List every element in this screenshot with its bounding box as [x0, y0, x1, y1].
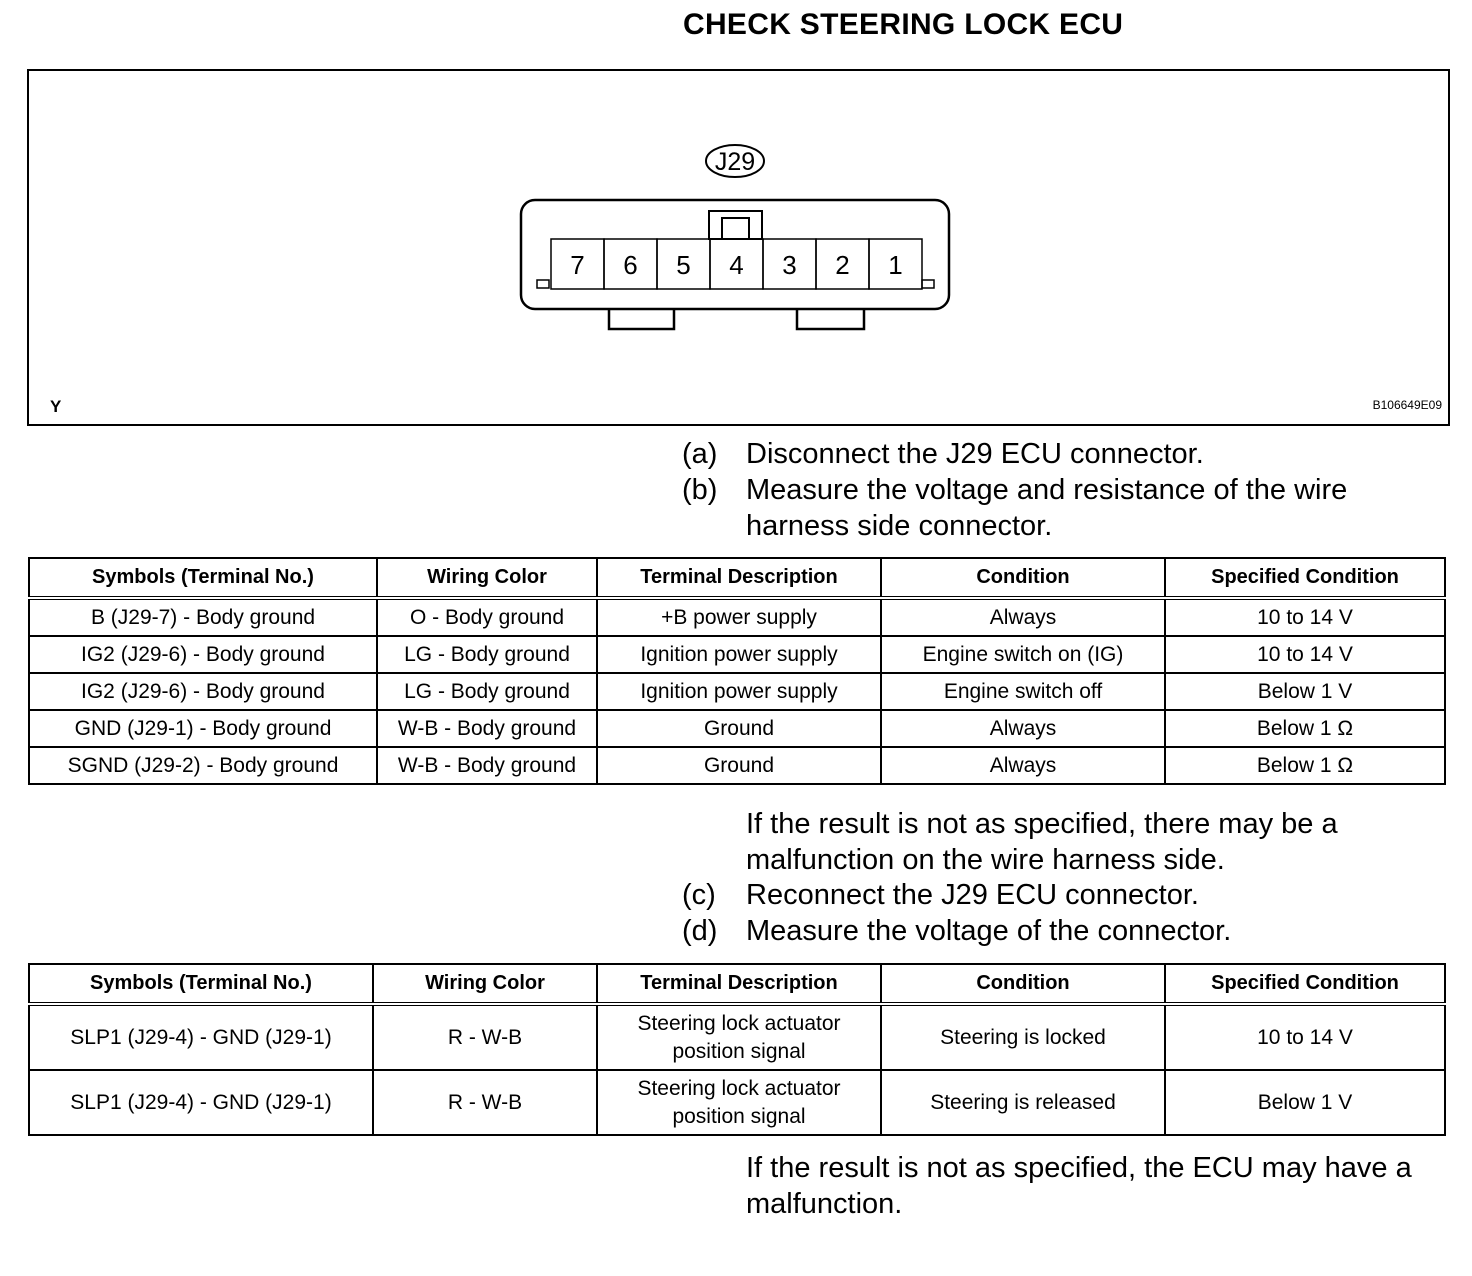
- connector-tab-left: [609, 309, 674, 329]
- terminal-row: [551, 239, 922, 289]
- col-header-terminal-description: Terminal Description: [597, 558, 881, 598]
- terminal-number: 3: [782, 250, 797, 280]
- cell-wiring-color: W-B - Body ground: [377, 710, 597, 747]
- cell-terminal-description: Ground: [597, 710, 881, 747]
- terminal-number: 5: [676, 250, 691, 280]
- ecu-note-line2: malfunction.: [746, 1188, 903, 1220]
- cell-specified-condition: 10 to 14 V: [1165, 598, 1445, 636]
- harness-note-line2: malfunction on the wire harness side.: [746, 844, 1225, 876]
- step-a-text: Disconnect the J29 ECU connector.: [746, 438, 1204, 470]
- table-row: [29, 636, 1445, 673]
- step-b-text-line1: Measure the voltage and resistance of the wire: [746, 474, 1348, 506]
- step-c-label: (c): [682, 879, 716, 911]
- connector-key-inner: [722, 218, 749, 239]
- col-header-specified-condition: Specified Condition: [1165, 558, 1445, 598]
- step-c: [682, 877, 1199, 913]
- cell-terminal-description: Ignition power supply: [597, 636, 881, 673]
- connector-label: J29: [714, 148, 756, 176]
- col-header-wiring-color: Wiring Color: [377, 558, 597, 598]
- terminal-number: 4: [729, 250, 744, 280]
- col-header-condition: Condition: [881, 964, 1165, 1004]
- cell-terminal-description: Ignition power supply: [597, 673, 881, 710]
- col-header-symbols: Symbols (Terminal No.): [29, 558, 377, 598]
- cell-wiring-color: LG - Body ground: [377, 673, 597, 710]
- step-d: [682, 913, 1231, 949]
- terminal-number: 7: [570, 250, 585, 280]
- cell-symbols: IG2 (J29-6) - Body ground: [29, 673, 377, 710]
- col-header-terminal-description: Terminal Description: [597, 964, 881, 1004]
- description-line1: Steering lock actuator: [637, 1011, 841, 1035]
- cell-wiring-color: W-B - Body ground: [377, 747, 597, 784]
- cell-condition: Engine switch on (IG): [881, 636, 1165, 673]
- cell-terminal-description: [597, 1004, 881, 1070]
- cell-wiring-color: O - Body ground: [377, 598, 597, 636]
- connector-figure: [27, 69, 1450, 426]
- page-title: CHECK STEERING LOCK ECU: [683, 8, 1124, 41]
- step-d-label: (d): [682, 915, 718, 947]
- cell-wiring-color: LG - Body ground: [377, 636, 597, 673]
- cell-specified-condition: 10 to 14 V: [1165, 636, 1445, 673]
- col-header-specified-condition: Specified Condition: [1165, 964, 1445, 1004]
- cell-condition: Steering is released: [881, 1070, 1165, 1135]
- harness-side-table: [28, 557, 1446, 785]
- connector-tab-right: [797, 309, 864, 329]
- cell-condition: Steering is locked: [881, 1004, 1165, 1070]
- cell-specified-condition: 10 to 14 V: [1165, 1004, 1445, 1070]
- harness-note-line1: If the result is not as specified, there may be a: [746, 808, 1338, 840]
- cell-wiring-color: R - W-B: [373, 1004, 597, 1070]
- cell-symbols: IG2 (J29-6) - Body ground: [29, 636, 377, 673]
- cell-specified-condition: Below 1 V: [1165, 1070, 1445, 1135]
- description-line2: position signal: [672, 1104, 806, 1128]
- cell-terminal-description: Ground: [597, 747, 881, 784]
- figure-corner-label: Y: [50, 397, 62, 416]
- cell-symbols: SGND (J29-2) - Body ground: [29, 747, 377, 784]
- cell-terminal-description: [597, 1070, 881, 1135]
- cell-wiring-color: R - W-B: [373, 1070, 597, 1135]
- connector-nub-left: [537, 280, 549, 288]
- cell-condition: Always: [881, 710, 1165, 747]
- cell-specified-condition: Below 1 Ω: [1165, 710, 1445, 747]
- table-row: [29, 598, 1445, 636]
- ecu-note-line1: If the result is not as specified, the ECU may have a: [746, 1152, 1412, 1184]
- table-header-row: [29, 964, 1445, 1004]
- table-row: [29, 747, 1445, 784]
- col-header-condition: Condition: [881, 558, 1165, 598]
- terminal-number: 1: [888, 250, 903, 280]
- cell-condition: Always: [881, 747, 1165, 784]
- cell-symbols: GND (J29-1) - Body ground: [29, 710, 377, 747]
- step-c-text: Reconnect the J29 ECU connector.: [746, 879, 1199, 911]
- terminal-number: 2: [835, 250, 850, 280]
- ecu-voltage-table: [28, 963, 1446, 1136]
- step-d-text: Measure the voltage of the connector.: [746, 915, 1232, 947]
- cell-terminal-description: +B power supply: [597, 598, 881, 636]
- terminal-number: 6: [623, 250, 638, 280]
- cell-condition: Engine switch off: [881, 673, 1165, 710]
- table-header-row: [29, 558, 1445, 598]
- step-a-label: (a): [682, 438, 718, 470]
- cell-specified-condition: Below 1 Ω: [1165, 747, 1445, 784]
- cell-specified-condition: Below 1 V: [1165, 673, 1445, 710]
- figure-code: B106649E09: [1372, 398, 1442, 412]
- connector-key: [709, 211, 762, 239]
- step-a: [682, 436, 1204, 472]
- description-line2: position signal: [672, 1039, 806, 1063]
- connector-diagram: [29, 71, 1448, 424]
- col-header-wiring-color: Wiring Color: [373, 964, 597, 1004]
- table-row: [29, 1070, 1445, 1135]
- col-header-symbols: Symbols (Terminal No.): [29, 964, 373, 1004]
- table-row: [29, 710, 1445, 747]
- cell-symbols: B (J29-7) - Body ground: [29, 598, 377, 636]
- step-b-label: (b): [682, 474, 718, 506]
- step-b: [682, 472, 1347, 508]
- table-row: [29, 673, 1445, 710]
- cell-symbols: SLP1 (J29-4) - GND (J29-1): [29, 1004, 373, 1070]
- table-row: [29, 1004, 1445, 1070]
- connector-nub-right: [922, 280, 934, 288]
- cell-symbols: SLP1 (J29-4) - GND (J29-1): [29, 1070, 373, 1135]
- step-b-text-line2: harness side connector.: [746, 510, 1053, 542]
- cell-condition: Always: [881, 598, 1165, 636]
- description-line1: Steering lock actuator: [637, 1076, 841, 1100]
